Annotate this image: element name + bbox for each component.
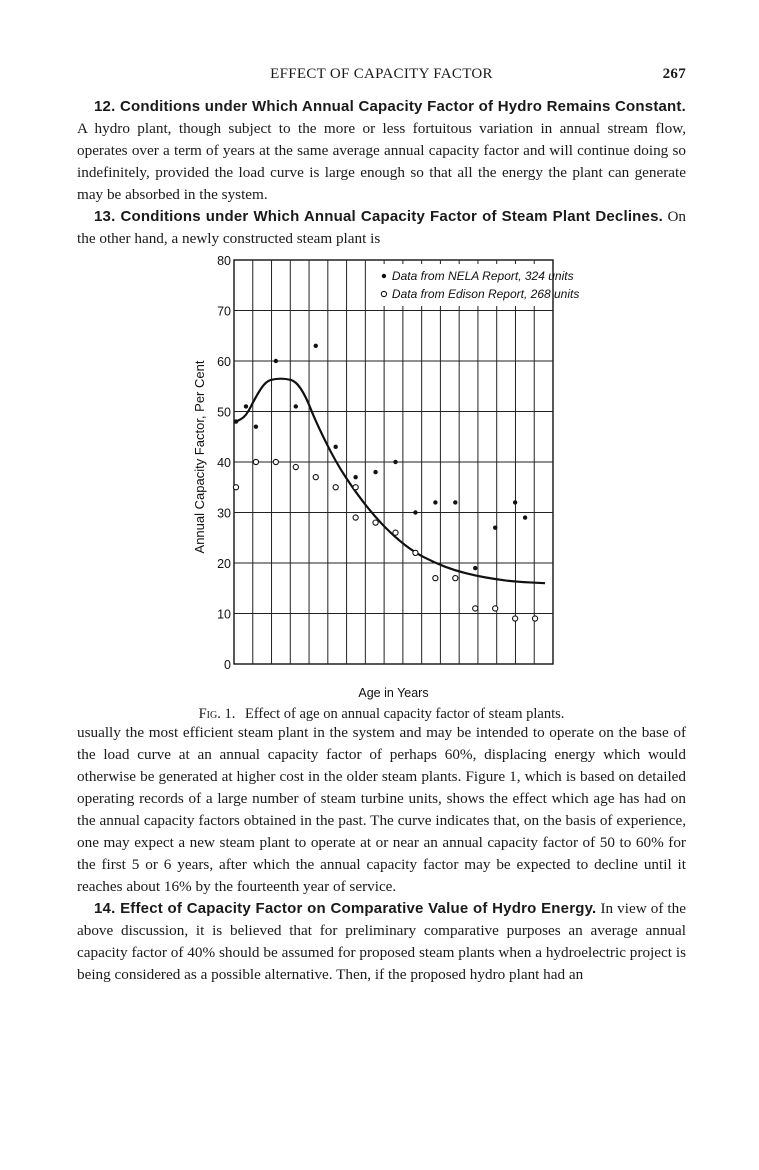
figure-1 (77, 252, 686, 722)
y-tick-label: 60 (217, 355, 231, 369)
section-12-heading: 12. Conditions under Which Annual Capacity Factor of Hydro Remains Constant. (94, 98, 686, 115)
legend-nela-label: Data from NELA Report, 324 units (391, 269, 574, 283)
nela-data-point (413, 510, 417, 514)
figure-caption (77, 706, 686, 723)
edison-data-point (353, 515, 358, 520)
section-14-heading: 14. Effect of Capacity Factor on Comparative Value of Hydro Energy. (94, 900, 597, 917)
section-13-text: On the other hand, a newly constructed steam plant is (77, 208, 687, 247)
legend-dot-marker (382, 274, 386, 278)
y-tick-label: 20 (217, 557, 231, 571)
edison-data-point (513, 616, 518, 621)
nela-data-point (254, 424, 258, 428)
nela-data-point (513, 500, 517, 504)
section-13-heading: 13. Conditions under Which Annual Capacity Factor of Steam Plant Declines. (94, 208, 664, 225)
figure-label: Fig. 1. (198, 706, 236, 722)
y-tick-label: 50 (217, 405, 231, 420)
edison-data-point (333, 485, 338, 490)
y-axis-label: Annual Capacity Factor, Per Cent (192, 360, 207, 554)
nela-data-point (493, 525, 497, 529)
edison-data-point (273, 459, 278, 464)
edison-data-point (353, 485, 358, 490)
nela-data-point (294, 404, 298, 408)
section-14-text: In view of the above discussion, it is believed that for preliminary comparative purposes an average annual capacity factor of 40% should be assumed for proposed steam plants when a hydroelectric project is being considered as a possible alternative. Then, if the proposed hydro plant had an (77, 900, 686, 983)
legend-edison-label: Data from Edison Report, 268 units (391, 287, 580, 301)
nela-data-point (314, 344, 318, 348)
edison-data-point (233, 485, 238, 490)
nela-data-point (473, 566, 477, 570)
section-14-paragraph (77, 898, 686, 986)
edison-data-point (433, 576, 438, 581)
nela-data-point (353, 475, 357, 479)
nela-data-point (523, 515, 527, 519)
y-tick-label: 40 (217, 456, 231, 470)
nela-data-point (453, 500, 457, 504)
nela-data-point (333, 445, 337, 449)
nela-data-point (274, 359, 278, 363)
page-number: 267 (662, 66, 686, 82)
legend-circle-marker (381, 291, 386, 296)
section-12-text: A hydro plant, though subject to the more or less fortuitous variation in annual stream flow, operates over a term of years at the same average annual capacity factor and will continue doing so indefinitely, provided the load curve is large enough so that all the energy the plant can generate may be absorbed in the system. (77, 120, 686, 203)
trend-curve (236, 379, 545, 584)
edison-data-point (373, 520, 378, 525)
edison-data-point (293, 464, 298, 469)
capacity-factor-chart (77, 252, 686, 702)
edison-data-point (313, 475, 318, 480)
y-tick-label: 80 (217, 254, 231, 268)
nela-data-point (433, 500, 437, 504)
edison-data-point (253, 459, 258, 464)
section-12-paragraph (77, 96, 686, 206)
y-tick-label: 30 (217, 506, 231, 521)
running-title: EFFECT OF CAPACITY FACTOR (270, 66, 493, 82)
running-header (77, 66, 686, 88)
nela-data-point (244, 404, 248, 408)
nela-data-point (234, 419, 238, 423)
nela-data-point (393, 460, 397, 464)
body-paragraph: usually the most efficient steam plant in the system and may be intended to operate on the base of the load curve at an annual capacity factor of perhaps 60%, displacing energy which would otherwise be generated at higher cost in the older steam plants. Figure 1, which is based on detailed operating records of a large number of steam turbine units, shows the effect which age has had on the annual capacity factors obtained in the past. The curve indicates that, on the basis of experience, one may expect a new steam plant to operate at or near an annual capacity factor of 50 to 60% for the first 5 or 6 years, after which the annual capacity factor may be expected to decline until it reaches about 16% by the fourteenth year of service. (77, 724, 686, 895)
edison-data-point (393, 530, 398, 535)
y-tick-label: 0 (224, 658, 231, 672)
x-axis-label: Age in Years (358, 686, 429, 700)
edison-data-point (453, 576, 458, 581)
figure-caption-text: Effect of age on annual capacity factor of steam plants. (244, 706, 565, 722)
book-page (77, 66, 686, 986)
nela-data-point (373, 470, 377, 474)
edison-data-point (493, 606, 498, 611)
y-tick-label: 70 (217, 304, 231, 319)
edison-data-point (532, 616, 537, 621)
edison-data-point (413, 550, 418, 555)
edison-data-point (473, 606, 478, 611)
section-13-paragraph (77, 206, 686, 250)
y-tick-label: 10 (217, 607, 231, 622)
